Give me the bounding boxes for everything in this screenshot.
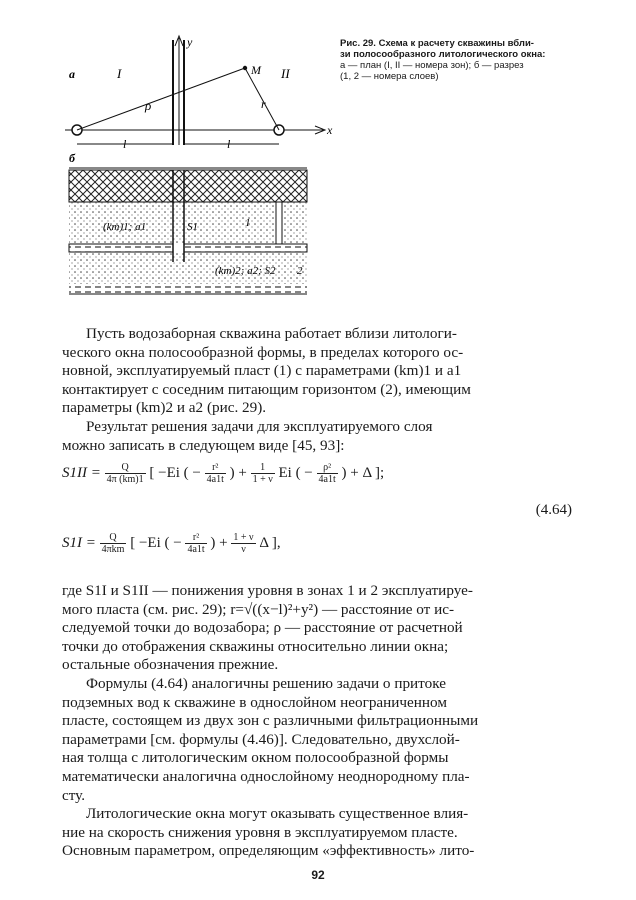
dim-l-right: l	[227, 137, 231, 151]
dim-l-left: l	[123, 137, 127, 151]
point-m-label: M	[251, 63, 261, 77]
f1-r-num: r²	[205, 462, 226, 474]
separating-layer-right	[184, 244, 307, 252]
plan-label-a: а	[69, 67, 75, 81]
p1-line: контактирует с соседним питающим горизонтом (2), имеющим	[62, 380, 471, 398]
f1-part-d: ) + Δ ];	[341, 464, 385, 481]
p4-line: ние на скорость снижения уровня в эксплуатируемом пласте.	[62, 823, 458, 841]
layer-1-params: (km)1; a1	[103, 221, 147, 233]
layer-2-number: 2	[297, 265, 303, 277]
caption-line-3: а — план (I, II — номера зон); б — разрез	[340, 60, 524, 71]
page-number: 92	[311, 868, 325, 882]
p3-line: сту.	[62, 786, 86, 804]
f2-lhs: S1I =	[62, 534, 96, 551]
text-block-1	[62, 325, 572, 455]
section-label-b: б	[69, 151, 75, 165]
p4-line: Литологические окна могут оказывать существенное влия-	[86, 805, 469, 823]
f2-part-b: ) +	[210, 534, 228, 551]
f2-fraction-nu	[231, 532, 255, 555]
where-line: точки до отображения скважины относительно линии окна;	[62, 637, 449, 655]
r-label: r	[261, 97, 266, 111]
figure-caption	[340, 38, 630, 82]
f2-r-den: 4a1t	[187, 544, 205, 555]
x-axis-label: x	[327, 123, 333, 137]
f1-fraction-rho	[317, 462, 338, 485]
f1-nu-num: 1	[251, 462, 275, 474]
f1-rho-num: ρ²	[317, 462, 338, 474]
p1-line: Пусть водозаборная скважина работает вблизи литологи-	[86, 325, 457, 342]
f2-part-a: [ −Ei ( −	[130, 534, 182, 551]
equation-number	[62, 502, 572, 519]
y-axis-label: y	[187, 35, 193, 49]
f2-fraction-q	[100, 532, 127, 555]
f1-fraction-r	[205, 462, 226, 485]
p1-line: ческого окна полосообразной формы, в пределах которого ос-	[62, 343, 464, 361]
text-block-2	[62, 582, 572, 861]
formula-2	[62, 532, 572, 555]
where-line: мого пласта (см. рис. 29); r=√((x−l)²+y²) — расстояние от ис-	[62, 600, 455, 618]
f1-lhs: S1II =	[62, 464, 101, 481]
layer-1-drawdown: S1	[187, 221, 198, 233]
bottom-confining-layer	[69, 284, 307, 294]
p3-line: подземных вод к скважине в однослойном неограниченном	[62, 693, 447, 711]
f1-rho-den: 4a1t	[318, 474, 336, 485]
zone-1-label: I	[117, 66, 122, 81]
separating-layer-left	[69, 244, 173, 252]
where-line: остальные обозначения прежние.	[62, 656, 279, 674]
layer-1-number: 1	[245, 217, 251, 229]
equation-number-text: (4.64)	[535, 502, 572, 518]
p1-line: параметры (km)2 и a2 (рис. 29).	[62, 399, 267, 417]
caption-line-1: Рис. 29. Схема к расчету скважины вбли-	[340, 38, 534, 49]
where-line: следуемой точки до водозабора; ρ — расстояние от расчетной	[62, 619, 463, 637]
zone-2-label: II	[281, 66, 290, 81]
f2-nu-den: ν	[241, 544, 246, 555]
f1-q-num: Q	[105, 462, 146, 474]
p3-line: Формулы (4.64) аналогичны решению задачи о притоке	[86, 674, 446, 692]
f1-fraction-nu	[251, 462, 275, 485]
f2-fraction-r	[185, 532, 206, 555]
f2-q-den: 4πkm	[101, 544, 125, 555]
p3-line: ная толща с литологическим окном полосообразной формы	[62, 749, 449, 767]
caption-line-2: зи полосообразного литологического окна:	[340, 49, 546, 60]
f1-part-c: Ei ( −	[278, 464, 313, 481]
f1-r-den: 4a1t	[206, 474, 224, 485]
p4-line: Основным параметром, определяющим «эффективность» лито-	[62, 842, 475, 860]
top-confining-layer	[69, 170, 307, 202]
p1-line: новной, эксплуатируемый пласт (1) с параметрами (km)1 и a1	[62, 362, 462, 380]
f2-part-c: Δ ],	[259, 534, 281, 551]
f1-q-den: 4π (km)1	[106, 474, 144, 485]
f1-fraction-q	[105, 462, 146, 485]
rho-label: ρ	[145, 98, 152, 113]
p3-line: математически аналогична однослойному неоднородному пла-	[62, 767, 470, 785]
rho-line	[77, 68, 245, 130]
well-screen	[276, 202, 282, 244]
f2-nu-num: 1 + ν	[233, 532, 254, 543]
f1-part-b: ) +	[229, 464, 247, 481]
p2-line: можно записать в следующем виде [45, 93]:	[62, 436, 345, 454]
f2-q-num: Q	[100, 532, 127, 544]
p3-line: пласте, состоящем из двух зон с различными фильтрационными	[62, 712, 479, 730]
caption-line-4: (1, 2 — номера слоев)	[340, 71, 439, 82]
p2-line: Результат решения задачи для эксплуатируемого слоя	[86, 417, 433, 435]
figure-scheme	[55, 30, 345, 320]
formula-1	[62, 462, 572, 485]
f1-part-a: [ −Ei ( −	[149, 464, 201, 481]
p3-line: параметрами [см. формулы (4.46)]. Следовательно, двухслой-	[62, 730, 460, 748]
layer-2-params: (km)2; a2; S2	[215, 265, 276, 277]
where-line: где S1I и S1II — понижения уровня в зонах 1 и 2 эксплуатируе-	[62, 582, 473, 599]
f2-r-num: r²	[185, 532, 206, 544]
f1-nu-den: 1 + ν	[252, 474, 273, 485]
